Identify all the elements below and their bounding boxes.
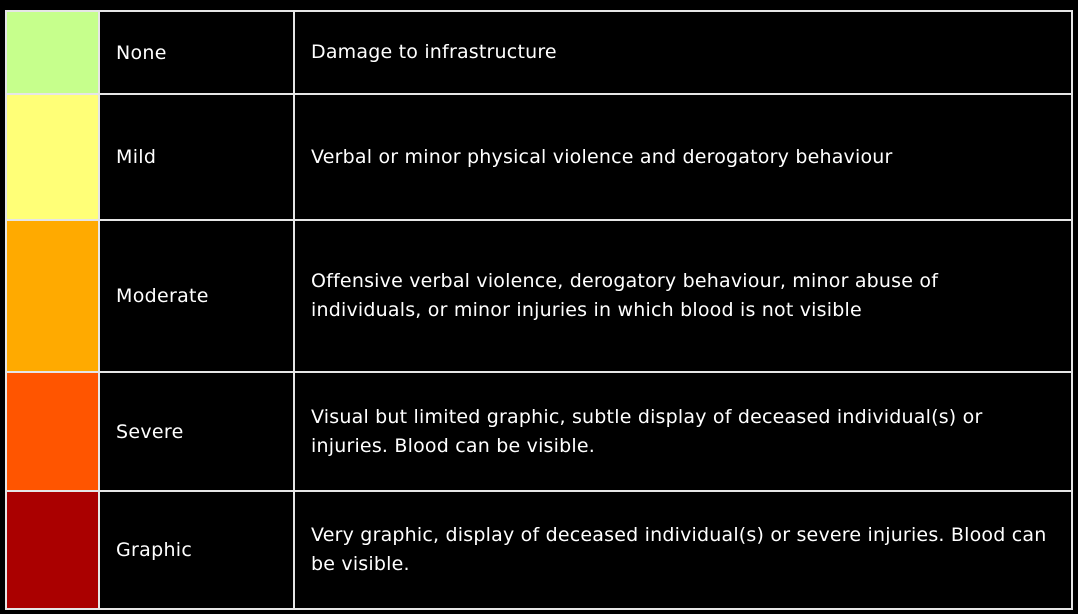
table-row	[6, 94, 1072, 220]
table-row	[6, 11, 1072, 94]
severity-level-label: Severe	[99, 372, 294, 491]
severity-color-swatch	[6, 372, 99, 491]
severity-color-swatch	[6, 94, 99, 220]
severity-description: Visual but limited graphic, subtle display of deceased individual(s) or injuries. Blood can be visible.	[294, 372, 1072, 491]
severity-color-swatch	[6, 491, 99, 609]
table-row	[6, 372, 1072, 491]
severity-description: Offensive verbal violence, derogatory behaviour, minor abuse of individuals, or minor injuries in which blood is not visible	[294, 220, 1072, 372]
severity-level-label: Mild	[99, 94, 294, 220]
severity-color-swatch	[6, 11, 99, 94]
severity-level-label: Graphic	[99, 491, 294, 609]
severity-level-label: None	[99, 11, 294, 94]
severity-level-label: Moderate	[99, 220, 294, 372]
table-row	[6, 220, 1072, 372]
severity-color-swatch	[6, 220, 99, 372]
table-row	[6, 491, 1072, 609]
severity-description: Damage to infrastructure	[294, 11, 1072, 94]
severity-description: Verbal or minor physical violence and derogatory behaviour	[294, 94, 1072, 220]
severity-scale-table	[5, 10, 1073, 610]
severity-description: Very graphic, display of deceased individual(s) or severe injuries. Blood can be visible.	[294, 491, 1072, 609]
